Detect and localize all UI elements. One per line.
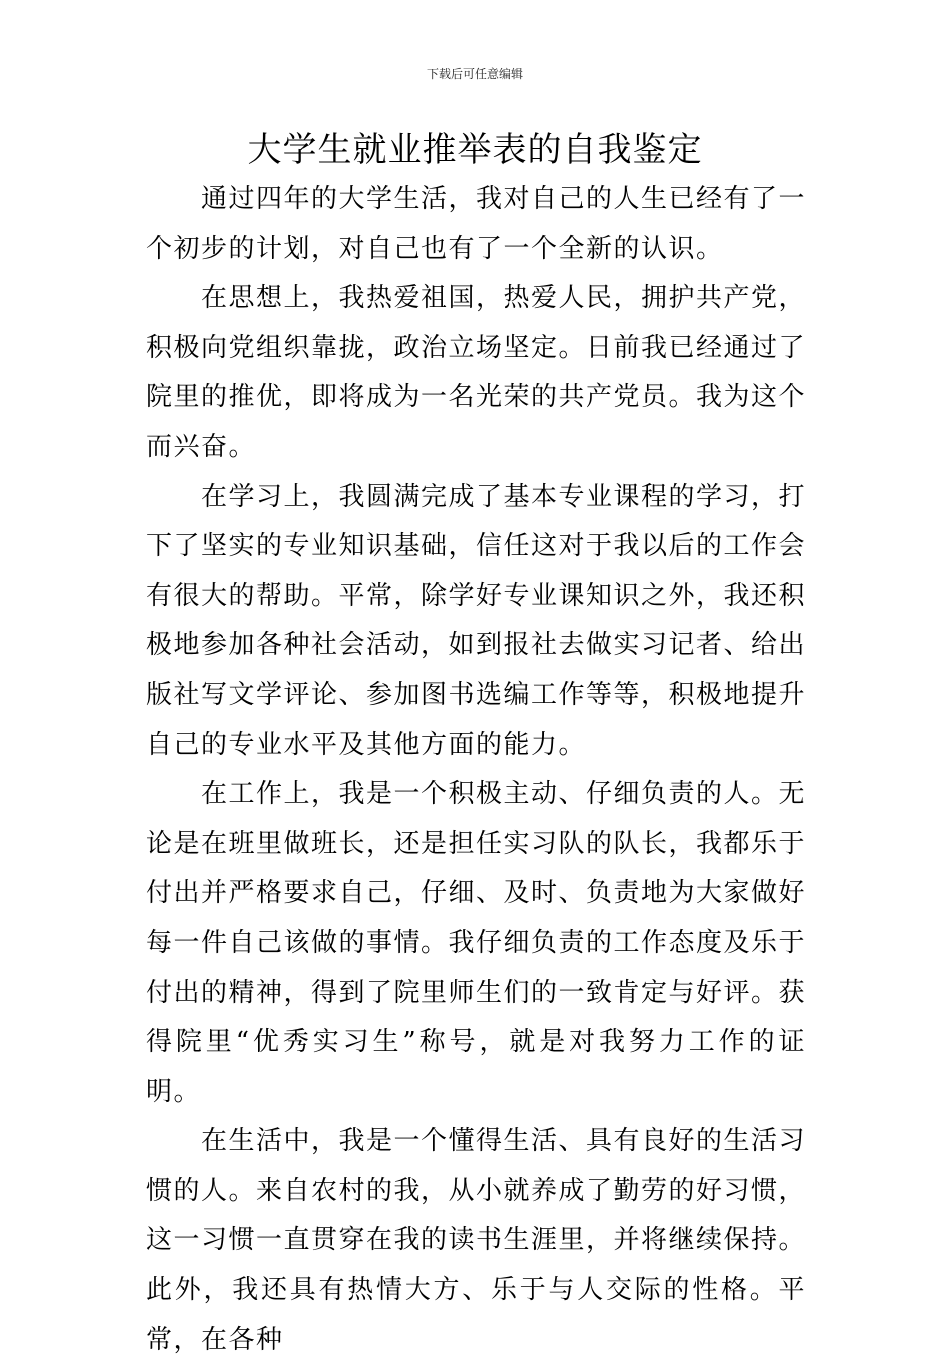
paragraph-ideology: 在思想上，我热爱祖国，热爱人民，拥护共产党，积极向党组织靠拢，政治立场坚定。日前我已经通过了院里的推优，即将成为一名光荣的共产党员。我为这个而兴奋。 <box>146 283 807 462</box>
document-body <box>146 175 806 1365</box>
paragraph-intro: 通过四年的大学生活，我对自己的人生已经有了一个初步的计划，对自己也有了一个全新的认识。 <box>146 184 807 264</box>
paragraph-work: 在工作上，我是一个积极主动、仔细负责的人。无论是在班里做班长，还是担任实习队的队长，我都乐于付出并严格要求自己，仔细、及时、负责地为大家做好每一件自己该做的事情。我仔细负责的工作态度及乐于付出的精神，得到了院里师生们的一致肯定与好评。获得院里“优秀实习生”称号，就是对我努力工作的证明。 <box>146 779 807 1107</box>
document-title: 大学生就业推举表的自我鉴定 <box>247 130 703 170</box>
paragraph-study: 在学习上，我圆满完成了基本专业课程的学习，打下了坚实的专业知识基础，信任这对于我以后的工作会有很大的帮助。平常，除学好专业课知识之外，我还积极地参加各种社会活动，如到报社去做实习记者、给出版社写文学评论、参加图书选编工作等等，积极地提升自己的专业水平及其他方面的能力。 <box>146 481 807 760</box>
paragraph-life: 在生活中，我是一个懂得生活、具有良好的生活习惯的人。来自农村的我，从小就养成了勤劳的好习惯，这一习惯一直贯穿在我的读书生涯里，并将继续保持。此外，我还具有热情大方、乐于与人交际的性格。平常，在各种 <box>146 1126 807 1355</box>
header-note: 下载后可任意编辑 <box>426 67 523 81</box>
